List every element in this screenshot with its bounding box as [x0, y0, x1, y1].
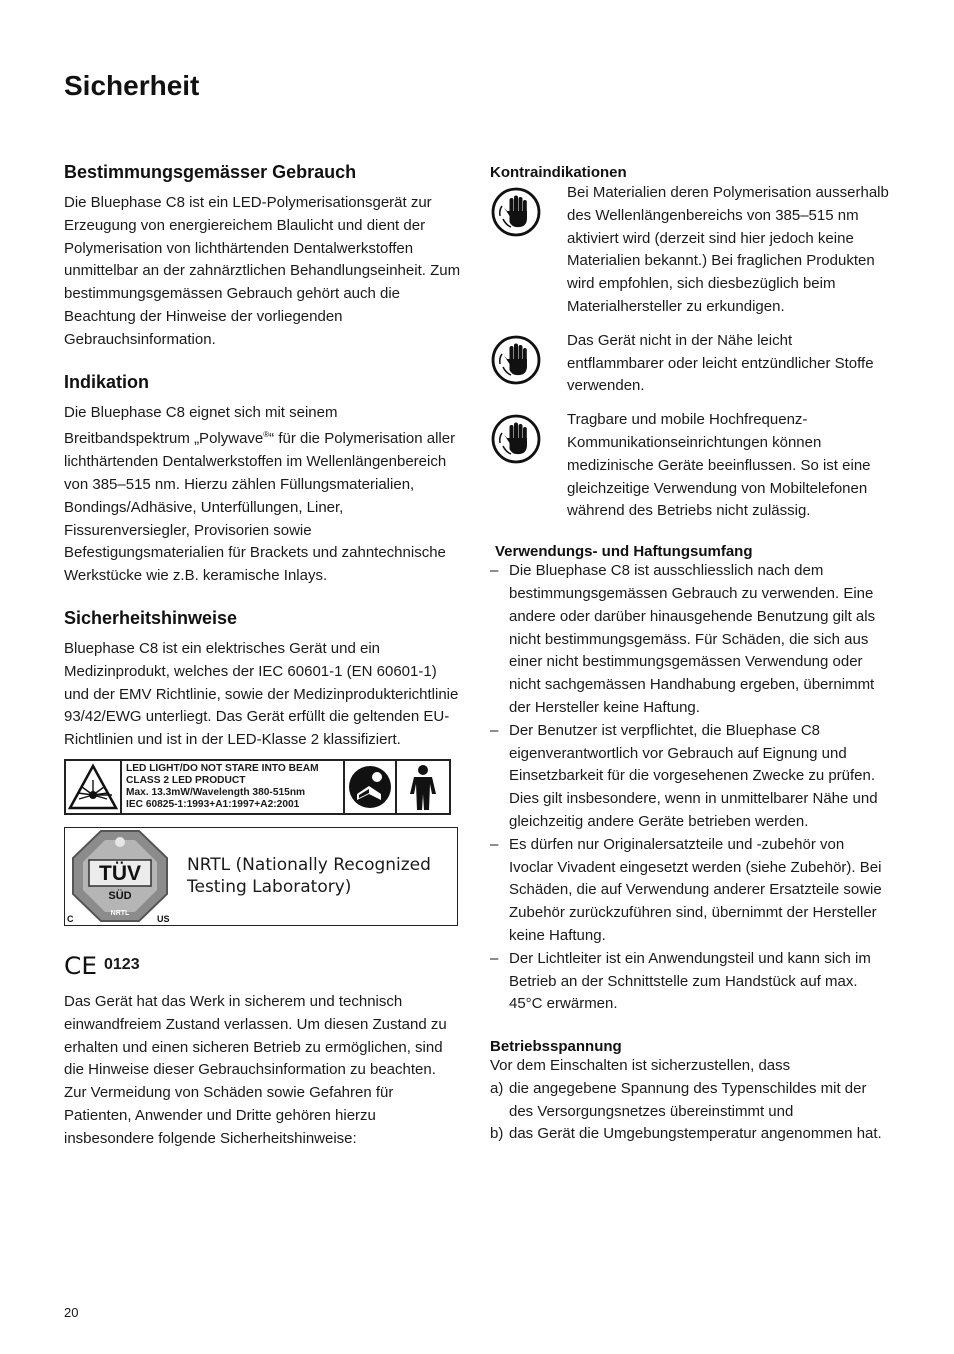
stop-hand-icon — [490, 330, 567, 398]
voltage-intro: Vor dem Einschalten ist sicherzustellen, dass — [490, 1057, 791, 1075]
section-text: Das Gerät hat das Werk in sicherem und technisch einwandfreiem Zustand verlassen. Um diesen Zustand zu erhalten und einen sicheren Betrieb zu ermöglichen, sind die Hinweise dieser Gebrauchsinformation zu beachten. Zur Vermeidung von Schäden sowie Gefahren für Patienten, Anwender und Dritte gehören hierzu insbesondere folgende Sicherheitshinweise: — [64, 992, 447, 1147]
section-heading: Indikation — [64, 371, 149, 392]
page-title: Sicherheit — [64, 70, 200, 101]
list-item — [490, 1123, 890, 1146]
c-mark-text: C — [67, 914, 74, 925]
contraindication-item — [490, 330, 890, 398]
section-text: Bluephase C8 ist ein elektrisches Gerät und ein Medizinprodukt, welches der IEC 60601-1 (EN 60601-1) und der EMV Richtlinie, sowie der Medizinprodukterichtlinie 93/42/EWG unterliegt. Das Gerät erfüllt die geltenden EU-Richtlinien und ist in der LED-Klasse 2 klassifiziert. — [64, 639, 459, 749]
list-item — [490, 1078, 890, 1124]
contraindication-text: Das Gerät nicht in der Nähe leicht entflammbarer oder leicht entzündlicher Stoffe verwenden. — [567, 331, 874, 395]
right-column — [490, 164, 890, 1146]
nrtl-certification-box — [64, 827, 458, 926]
section-safety-notes — [64, 608, 462, 752]
type-b-body-icon — [397, 761, 449, 813]
section-heading: Sicherheitshinweise — [64, 607, 238, 628]
led-label-line: IEC 60825-1:1993+A1:1997+A2:2001 — [126, 798, 300, 810]
us-mark-text: US — [157, 914, 170, 925]
text-part: Die Bluephase C8 eignet sich mit seinem Breitbandspektrum „Polywave — [64, 403, 338, 448]
tuv-logo-text: TÜV — [99, 862, 141, 886]
voltage-heading: Betriebsspannung — [490, 1038, 622, 1056]
contraindication-text: Bei Materialien deren Polymerisation ausserhalb des Wellenlängenbereichs von 385–515 nm aktiviert wird (derzeit sind hier jedoch keine Materialien bekannt.) Bei fraglichen Produkten wird empfohlen, sich diesbezüglich beim Materialhersteller zu erkundigen. — [567, 184, 889, 315]
notified-body-number: 0123 — [104, 955, 140, 973]
section-text: Die Bluephase C8 ist ein LED-Polymerisationsgerät zur Erzeugung von energiereichem Blaulicht und dient der Polymerisation von lichthärtenden Dentalwerkstoffen unmittelbar an der zahnärztlichen Behandlungseinheit. Zum bestimmungsgemässen Gebrauch gehört auch die Beachtung der Hinweise der vorliegenden Gebrauchsinformation. — [64, 194, 461, 348]
nrtl-description: NRTL (Nationally Recognized Testing Laboratory) — [187, 855, 431, 898]
contraindication-item — [490, 182, 890, 319]
registered-mark: ® — [263, 430, 270, 440]
led-label-line: Max. 13.3mW/Wavelength 380-515nm — [126, 786, 306, 798]
led-label-line: LED LIGHT/DO NOT STARE INTO BEAM — [126, 762, 319, 774]
list-text: die angegebene Spannung des Typenschildes mit der des Versorgungsnetzes übereinstimmt und — [509, 1079, 867, 1120]
contraindications-heading: Kontraindikationen — [490, 164, 627, 181]
read-manual-icon — [345, 761, 397, 813]
stop-hand-icon — [490, 182, 567, 319]
list-marker: b) — [490, 1125, 504, 1143]
section-heading: Bestimmungsgemässer Gebrauch — [64, 162, 357, 182]
left-column — [64, 162, 462, 1151]
section-intended-use — [64, 162, 462, 352]
sud-logo-text: SÜD — [108, 890, 132, 903]
list-marker: a) — [490, 1079, 504, 1097]
scope-list — [490, 560, 890, 1016]
list-item: – Der Benutzer ist verpflichtet, die Bluephase C8 eigenverantwortlich vor Gebrauch auf Eignung und Einsetzbarkeit für die vorgesehenen Zwecke zu prüfen. Dies gilt insbesondere, wenn in unmittelbarer Nähe und gleichzeitig andere Geräte betrieben werden. — [490, 720, 890, 834]
tuv-sud-logo — [65, 828, 175, 925]
contraindication-item — [490, 409, 890, 523]
list-item: – Der Lichtleiter ist ein Anwendungsteil und kann sich im Betrieb an der Schnittstelle zum Handstück auf max. 45°C erwärmen. — [490, 948, 890, 1016]
ce-mark-icon — [64, 953, 98, 977]
section-text — [64, 402, 462, 588]
page-number: 20 — [64, 1305, 79, 1320]
nrtl-logo-text: NRTL — [110, 910, 130, 918]
led-label-text — [122, 761, 345, 813]
list-item: – Die Bluephase C8 ist ausschliesslich nach dem bestimmungsgemässen Gebrauch zu verwenden. Eine andere oder darüber hinausgehende Benutzung gilt als nicht bestimmungsgemäss. Für Schäden, die sich aus einer nicht bestimmungsgemässen Verwendung oder nicht sachgemässen Handhabung ergeben, übernimmt der Hersteller keine Haftung. — [490, 560, 890, 720]
stop-hand-icon — [490, 409, 567, 523]
section-indication — [64, 372, 462, 588]
led-warning-label — [64, 759, 451, 815]
laser-warning-icon — [66, 761, 122, 813]
ce-marking — [64, 953, 462, 977]
led-label-line: CLASS 2 LED PRODUCT — [126, 774, 246, 786]
ce-mark-text: CE — [64, 952, 97, 977]
scope-heading: Verwendungs- und Haftungsumfang — [495, 543, 753, 561]
text-part: “ für die Polymerisation aller lichthärtenden Dentalwerkstoffen im Wellenlängenbereich von 385–515 nm. Hierzu zählen Füllungsmaterialien, Bondings/Adhäsive, Unterfüllungen, Liner, Fissurenversiegler, Provisorien sowie Befestigungsmaterialien für Brackets und zahntechnische Werkstücke wie z.B. keramische Inlays. — [64, 430, 456, 585]
list-text: das Gerät die Umgebungstemperatur angenommen hat. — [509, 1125, 882, 1143]
list-item: – Es dürfen nur Originalersatzteile und -zubehör von Ivoclar Vivadent eingesetzt werden (siehe Zubehör). Bei Schäden, die auf Verwendung anderer Ersatzteile sowie Zubehör zurückzuführen sind, übernimmt der Hersteller keine Haftung. — [490, 834, 890, 948]
contraindication-text: Tragbare und mobile Hochfrequenz-Kommunikationseinrichtungen können medizinische Geräte beeinflussen. So ist eine gleichzeitige Verwendung von Mobiltelefonen während des Betriebs nicht zulässig. — [567, 411, 871, 520]
